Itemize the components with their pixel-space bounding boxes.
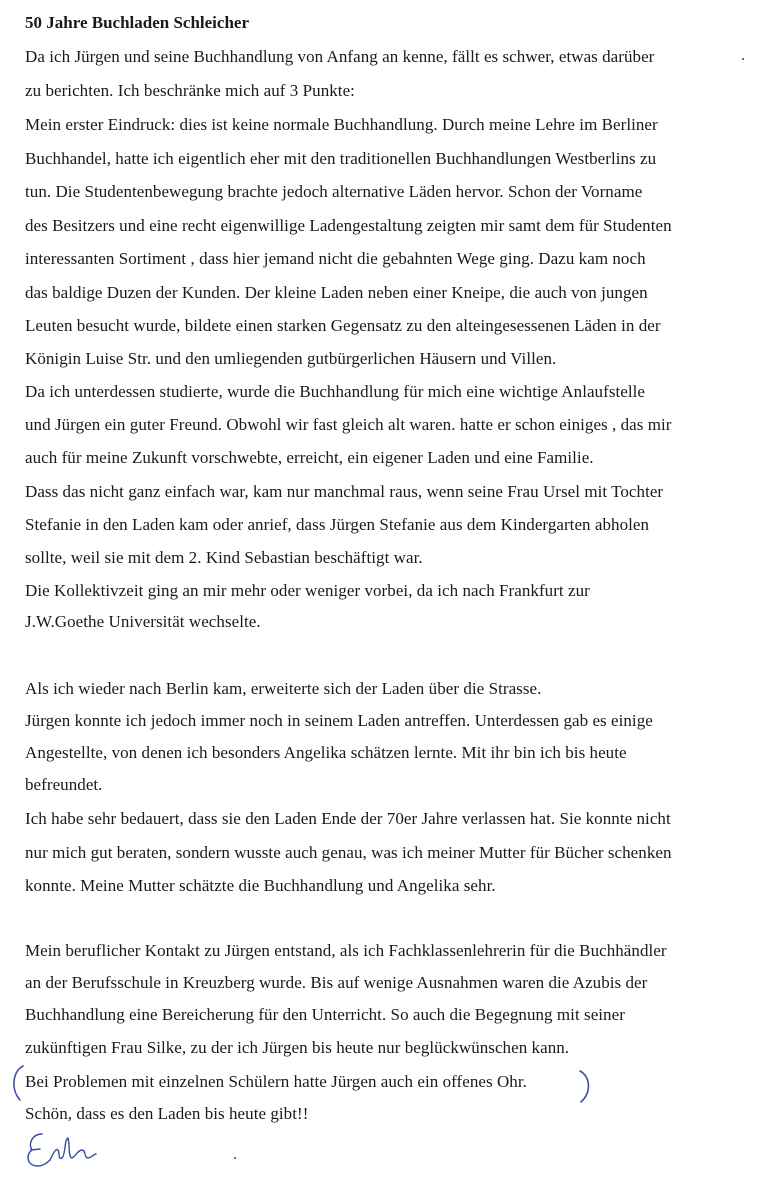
letter-title: 50 Jahre Buchladen Schleicher xyxy=(25,13,249,32)
letter-line: Da ich unterdessen studierte, wurde die Buchhandlung für mich eine wichtige Anlaufstelle xyxy=(25,382,645,401)
letter-line: und Jürgen ein guter Freund. Obwohl wir fast gleich alt waren. hatte er schon einiges , das mir xyxy=(25,415,672,434)
scan-speck xyxy=(742,58,744,60)
handwritten-close-bracket xyxy=(576,1068,598,1108)
letter-line: tun. Die Studentenbewegung brachte jedoch alternative Läden hervor. Schon der Vorname xyxy=(25,182,643,201)
letter-line: an der Berufsschule in Kreuzberg wurde. Bis auf wenige Ausnahmen waren die Azubis der xyxy=(25,973,648,992)
letter-line: Bei Problemen mit einzelnen Schülern hatte Jürgen auch ein offenes Ohr. xyxy=(25,1072,527,1091)
letter-line: Buchhandlung eine Bereicherung für den Unterricht. So auch die Begegnung mit seiner xyxy=(25,1005,625,1024)
letter-line: Angestellte, von denen ich besonders Angelika schätzen lernte. Mit ihr bin ich bis heute xyxy=(25,743,627,762)
letter-line: J.W.Goethe Universität wechselte. xyxy=(25,612,261,631)
letter-line: befreundet. xyxy=(25,775,103,794)
letter-line: nur mich gut beraten, sondern wusste auch genau, was ich meiner Mutter für Bücher schenken xyxy=(25,843,672,862)
letter-line: zu berichten. Ich beschränke mich auf 3 Punkte: xyxy=(25,81,355,100)
letter-line: sollte, weil sie mit dem 2. Kind Sebastian beschäftigt war. xyxy=(25,548,423,567)
letter-line: Buchhandel, hatte ich eigentlich eher mit den traditionellen Buchhandlungen Westberlins zu xyxy=(25,149,657,168)
scan-speck xyxy=(234,1157,236,1159)
letter-line: zukünftigen Frau Silke, zu der ich Jürgen bis heute nur beglückwünschen kann. xyxy=(25,1038,570,1057)
letter-line: Die Kollektivzeit ging an mir mehr oder weniger vorbei, da ich nach Frankfurt zur xyxy=(25,581,590,600)
letter-line: Dass das nicht ganz einfach war, kam nur manchmal raus, wenn seine Frau Ursel mit Tochter xyxy=(25,482,664,501)
letter-line: Ich habe sehr bedauert, dass sie den Laden Ende der 70er Jahre verlassen hat. Sie konnte nicht xyxy=(25,809,671,828)
letter-line: Königin Luise Str. und den umliegenden gutbürgerlichen Häusern und Villen. xyxy=(25,349,557,368)
letter-line: Als ich wieder nach Berlin kam, erweiterte sich der Laden über die Strasse. xyxy=(25,679,542,698)
handwritten-signature xyxy=(24,1128,104,1172)
letter-line: konnte. Meine Mutter schätzte die Buchhandlung und Angelika sehr. xyxy=(25,876,496,895)
letter-line: das baldige Duzen der Kunden. Der kleine Laden neben einer Kneipe, die auch von jungen xyxy=(25,283,648,302)
letter-line: Mein beruflicher Kontakt zu Jürgen entstand, als ich Fachklassenlehrerin für die Buchhändler xyxy=(25,941,667,960)
letter-line: Da ich Jürgen und seine Buchhandlung von Anfang an kenne, fällt es schwer, etwas darüber xyxy=(25,47,655,66)
letter-line: Schön, dass es den Laden bis heute gibt!! xyxy=(25,1104,309,1123)
letter-line: Stefanie in den Laden kam oder anrief, dass Jürgen Stefanie aus dem Kindergarten abholen xyxy=(25,515,650,534)
letter-line: interessanten Sortiment , dass hier jemand nicht die gebahnten Wege ging. Dazu kam noch xyxy=(25,249,646,268)
letter-line: des Besitzers und eine recht eigenwillige Ladengestaltung zeigten mir samt dem für Studenten xyxy=(25,216,672,235)
letter-line: auch für meine Zukunft vorschwebte, erreicht, ein eigener Laden und eine Familie. xyxy=(25,448,594,467)
letter-line: Mein erster Eindruck: dies ist keine normale Buchhandlung. Durch meine Lehre im Berliner xyxy=(25,115,658,134)
letter-line: Jürgen konnte ich jedoch immer noch in seinem Laden antreffen. Unterdessen gab es einige xyxy=(25,711,653,730)
letter-line: Leuten besucht wurde, bildete einen starken Gegensatz zu den alteingesessenen Läden in der xyxy=(25,316,661,335)
